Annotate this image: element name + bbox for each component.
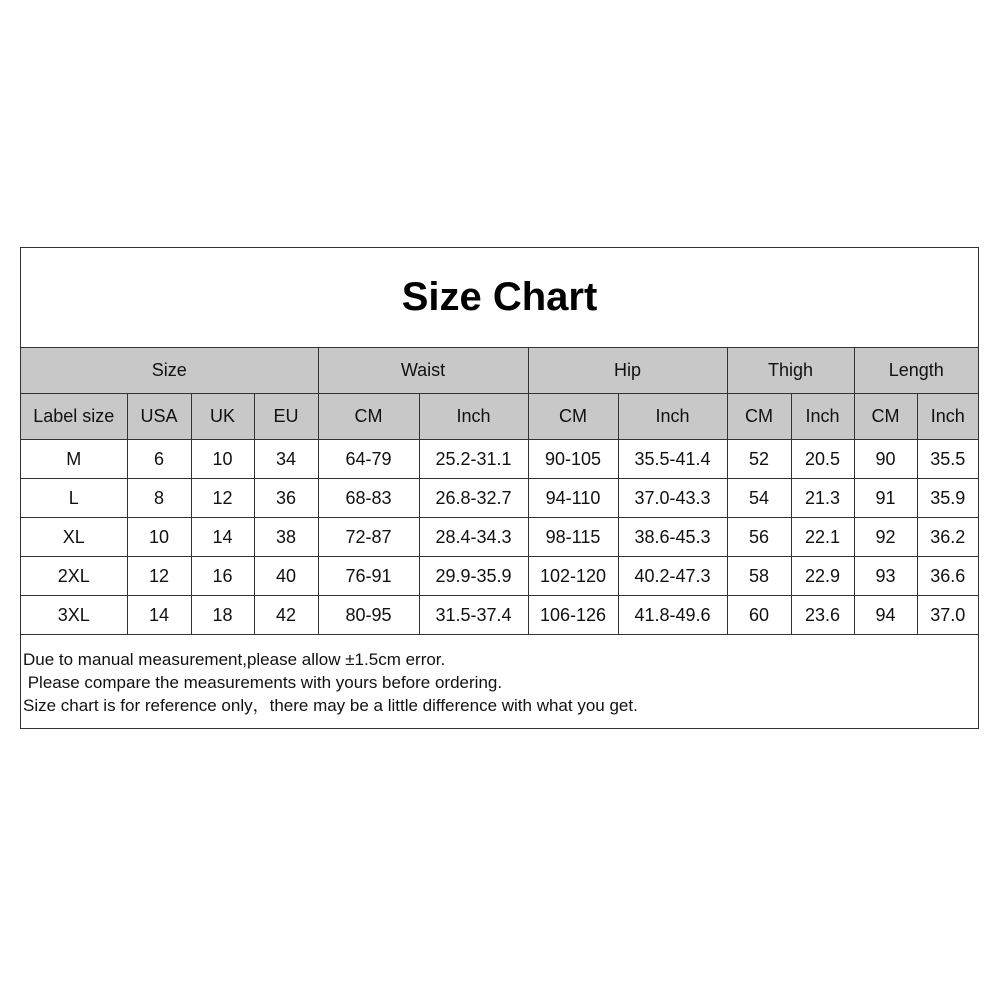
table-row: [21, 596, 978, 635]
table-cell: 2XL: [21, 557, 127, 596]
table-cell: 26.8-32.7: [419, 479, 528, 518]
column-header: Inch: [419, 394, 528, 440]
column-header: Inch: [917, 394, 978, 440]
table-cell: 60: [727, 596, 791, 635]
table-cell: 56: [727, 518, 791, 557]
table-cell: 12: [127, 557, 191, 596]
table-cell: 38.6-45.3: [618, 518, 727, 557]
table-cell: M: [21, 440, 127, 479]
column-header: USA: [127, 394, 191, 440]
table-cell: 58: [727, 557, 791, 596]
table-cell: 28.4-34.3: [419, 518, 528, 557]
chart-title: Size Chart: [21, 248, 978, 348]
table-cell: 52: [727, 440, 791, 479]
table-cell: 76-91: [318, 557, 419, 596]
table-cell: 42: [254, 596, 318, 635]
table-row: [21, 479, 978, 518]
group-header-row: [21, 348, 978, 394]
size-chart: [20, 247, 979, 729]
table-cell: 91: [854, 479, 917, 518]
table-cell: 10: [191, 440, 254, 479]
table-cell: 102-120: [528, 557, 618, 596]
table-cell: 25.2-31.1: [419, 440, 528, 479]
table-cell: 68-83: [318, 479, 419, 518]
table-cell: 93: [854, 557, 917, 596]
table-cell: 36.6: [917, 557, 978, 596]
table-cell: 3XL: [21, 596, 127, 635]
table-cell: 80-95: [318, 596, 419, 635]
group-header-size: Size: [21, 348, 318, 394]
table-cell: 37.0-43.3: [618, 479, 727, 518]
table-cell: L: [21, 479, 127, 518]
table-cell: 92: [854, 518, 917, 557]
note-line: Due to manual measurement,please allow ±1.5cm error.: [23, 650, 446, 669]
note-line: Size chart is for reference only，there may be a little difference with what you get.: [23, 696, 638, 715]
group-header-hip: Hip: [528, 348, 727, 394]
table-cell: 94-110: [528, 479, 618, 518]
group-header-length: Length: [854, 348, 978, 394]
table-cell: 37.0: [917, 596, 978, 635]
table-cell: 72-87: [318, 518, 419, 557]
table-cell: 31.5-37.4: [419, 596, 528, 635]
column-header: CM: [854, 394, 917, 440]
table-cell: 90: [854, 440, 917, 479]
note-line: Please compare the measurements with yours before ordering.: [23, 673, 503, 692]
table-cell: 35.5-41.4: [618, 440, 727, 479]
column-header: CM: [528, 394, 618, 440]
table-cell: 35.5: [917, 440, 978, 479]
table-cell: 90-105: [528, 440, 618, 479]
table-row: [21, 518, 978, 557]
table-cell: 64-79: [318, 440, 419, 479]
table-cell: 35.9: [917, 479, 978, 518]
table-cell: 106-126: [528, 596, 618, 635]
table-cell: 40.2-47.3: [618, 557, 727, 596]
table-cell: 41.8-49.6: [618, 596, 727, 635]
table-row: [21, 440, 978, 479]
table-cell: 21.3: [791, 479, 854, 518]
column-header: CM: [318, 394, 419, 440]
table-cell: 20.5: [791, 440, 854, 479]
table-cell: 36.2: [917, 518, 978, 557]
table-cell: 14: [127, 596, 191, 635]
table-cell: XL: [21, 518, 127, 557]
column-header: Inch: [791, 394, 854, 440]
table-cell: 12: [191, 479, 254, 518]
table-cell: 22.1: [791, 518, 854, 557]
table-cell: 34: [254, 440, 318, 479]
column-header: Label size: [21, 394, 127, 440]
table-cell: 54: [727, 479, 791, 518]
table-cell: 36: [254, 479, 318, 518]
table-cell: 29.9-35.9: [419, 557, 528, 596]
column-header: Inch: [618, 394, 727, 440]
table-cell: 23.6: [791, 596, 854, 635]
table-cell: 10: [127, 518, 191, 557]
table-cell: 18: [191, 596, 254, 635]
table-cell: 38: [254, 518, 318, 557]
table-cell: 8: [127, 479, 191, 518]
table-cell: 22.9: [791, 557, 854, 596]
table-cell: 98-115: [528, 518, 618, 557]
column-header: UK: [191, 394, 254, 440]
size-table: [21, 348, 978, 635]
table-row: [21, 557, 978, 596]
column-header: CM: [727, 394, 791, 440]
table-cell: 16: [191, 557, 254, 596]
table-cell: 14: [191, 518, 254, 557]
table-cell: 40: [254, 557, 318, 596]
column-header: EU: [254, 394, 318, 440]
group-header-waist: Waist: [318, 348, 528, 394]
notes-section: [21, 635, 978, 717]
sub-header-row: [21, 394, 978, 440]
group-header-thigh: Thigh: [727, 348, 854, 394]
table-cell: 6: [127, 440, 191, 479]
table-cell: 94: [854, 596, 917, 635]
